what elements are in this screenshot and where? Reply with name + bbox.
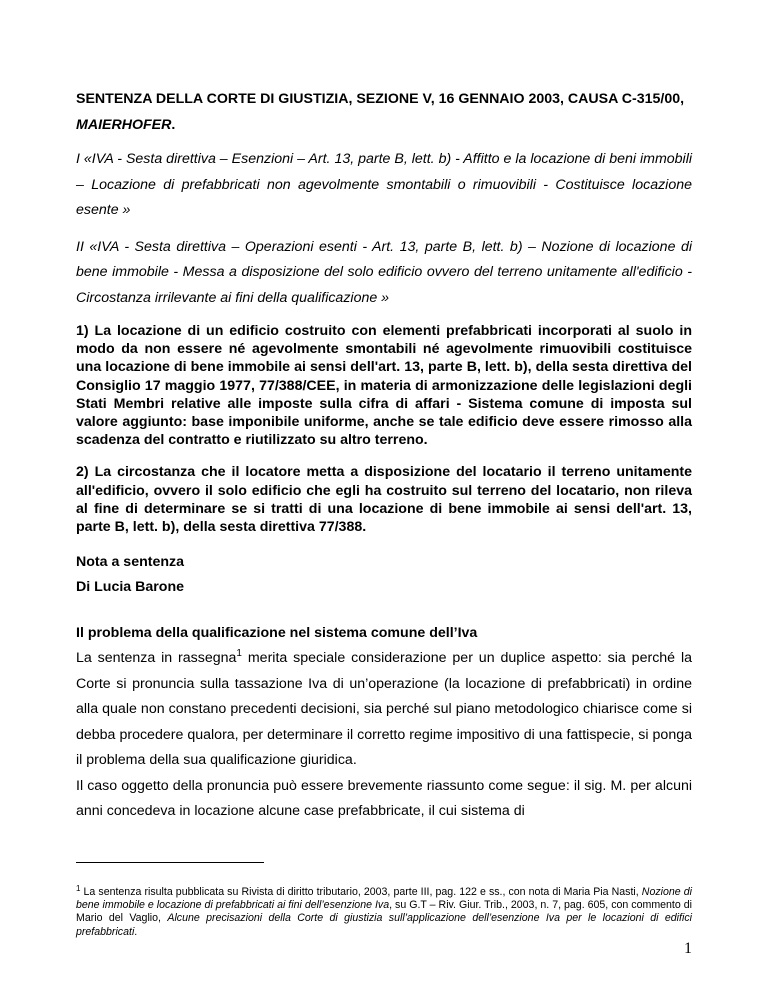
holding-1: 1) La locazione di un edificio costruito con elementi prefabbricati incorporati al suolo in modo da non essere né agevolmente smontabili né agevolmente rimuovibili costituisce una locazione di bene immobile ai sensi dell'art. 13, parte B, lett. b), della sesta direttiva del Consiglio 17 maggio 1977, 77/388/CEE, in materia di armonizzazione delle legislazioni degli Stati Membri relative alle imposte sulla cifra di affari - Sistema comune di imposta sul valore aggiunto: base imponibile uniforme, anche se tale edificio deve essere rimosso alla scadenza del contratto e riutilizzato su altro terreno. [76, 323, 692, 449]
p1-rest: merita speciale considerazione per un duplice aspetto: sia perché la Corte si pronuncia sulla tassazione Iva di un’operazione (la locazione di prefabbricati) in ordine alla quale non constano precedenti decisioni, sia perché sul piano metodologico chiarisce come si debba procedere qualora, per determinare il corretto regime impositivo di una fattispecie, si ponga il problema della sua qualificazione giuridica. [76, 650, 692, 769]
document-body [76, 86, 692, 825]
judgment-title [76, 86, 692, 138]
title-party: MAIERHOFER [76, 117, 172, 133]
title-text: SENTENZA DELLA CORTE DI GIUSTIZIA, SEZIONE V, 16 GENNAIO 2003, CAUSA C-315/00, [76, 91, 685, 107]
massima-1: I «IVA - Sesta direttiva – Esenzioni – Art. 13, parte B, lett. b) - Affitto e la locazione di beni immobili – Locazione di prefabbricati non agevolmente smontabili o rimuovibili - Costituisce locazione esente » [76, 151, 692, 218]
footnote-1 [76, 883, 692, 940]
footnote-text-2: , su G.T – Riv. Giur. Trib., 2003, n. 7, pag. 605, con commento di Mario del Vaglio, [76, 899, 692, 925]
body-paragraph-2: Il caso oggetto della pronuncia può essere brevemente riassunto come segue: il sig. M. per alcuni anni concedeva in locazione alcune case prefabbricate, il cui sistema di [76, 777, 692, 820]
note-heading: Nota a sentenza [76, 554, 185, 571]
footnote-italic-2: Alcune precisazioni della Corte di giustizia sull’applicazione dell’esenzione Iva per le locazioni di edifici prefabbricati [76, 912, 692, 938]
holding-2: 2) La circostanza che il locatore metta a disposizione del locatario il terreno unitamente all'edificio, ovvero il solo edificio che egli ha costruito sul terreno del locatario, non rileva al fine di determinare se si tratti di una locazione di bene immobile ai sensi dell'art. 13, parte B, lett. b), della sesta direttiva 77/388. [76, 464, 692, 536]
footnote-text-3: . [134, 925, 138, 938]
section-heading: Il problema della qualificazione nel sistema comune dell’Iva [76, 625, 478, 642]
title-end: . [171, 117, 176, 133]
note-author: Di Lucia Barone [76, 579, 185, 596]
footnote-ref[interactable]: 1 [236, 648, 242, 660]
p1-start: La sentenza in rassegna [76, 650, 237, 667]
footnote-separator [76, 862, 264, 863]
massima-2: II «IVA - Sesta direttiva – Operazioni esenti - Art. 13, parte B, lett. b) – Nozione di locazione di bene immobile - Messa a disposizione del solo edificio ovvero del terreno unitamente all'edificio - Circostanza irrilevante ai fini della qualificazione » [76, 238, 692, 306]
body-paragraph-1 [76, 646, 692, 774]
footnote-number: 1 [76, 883, 81, 893]
footnote-text-1: La sentenza risulta pubblicata su Rivista di diritto tributario, 2003, parte III, pag. 122 e ss., con nota di Maria Pia Nasti, [80, 885, 642, 898]
page-number: 1 [684, 940, 692, 957]
footnote-italic-1: Nozione di bene immobile e locazione di prefabbricati ai fini dell’esenzione Iva [76, 885, 692, 911]
